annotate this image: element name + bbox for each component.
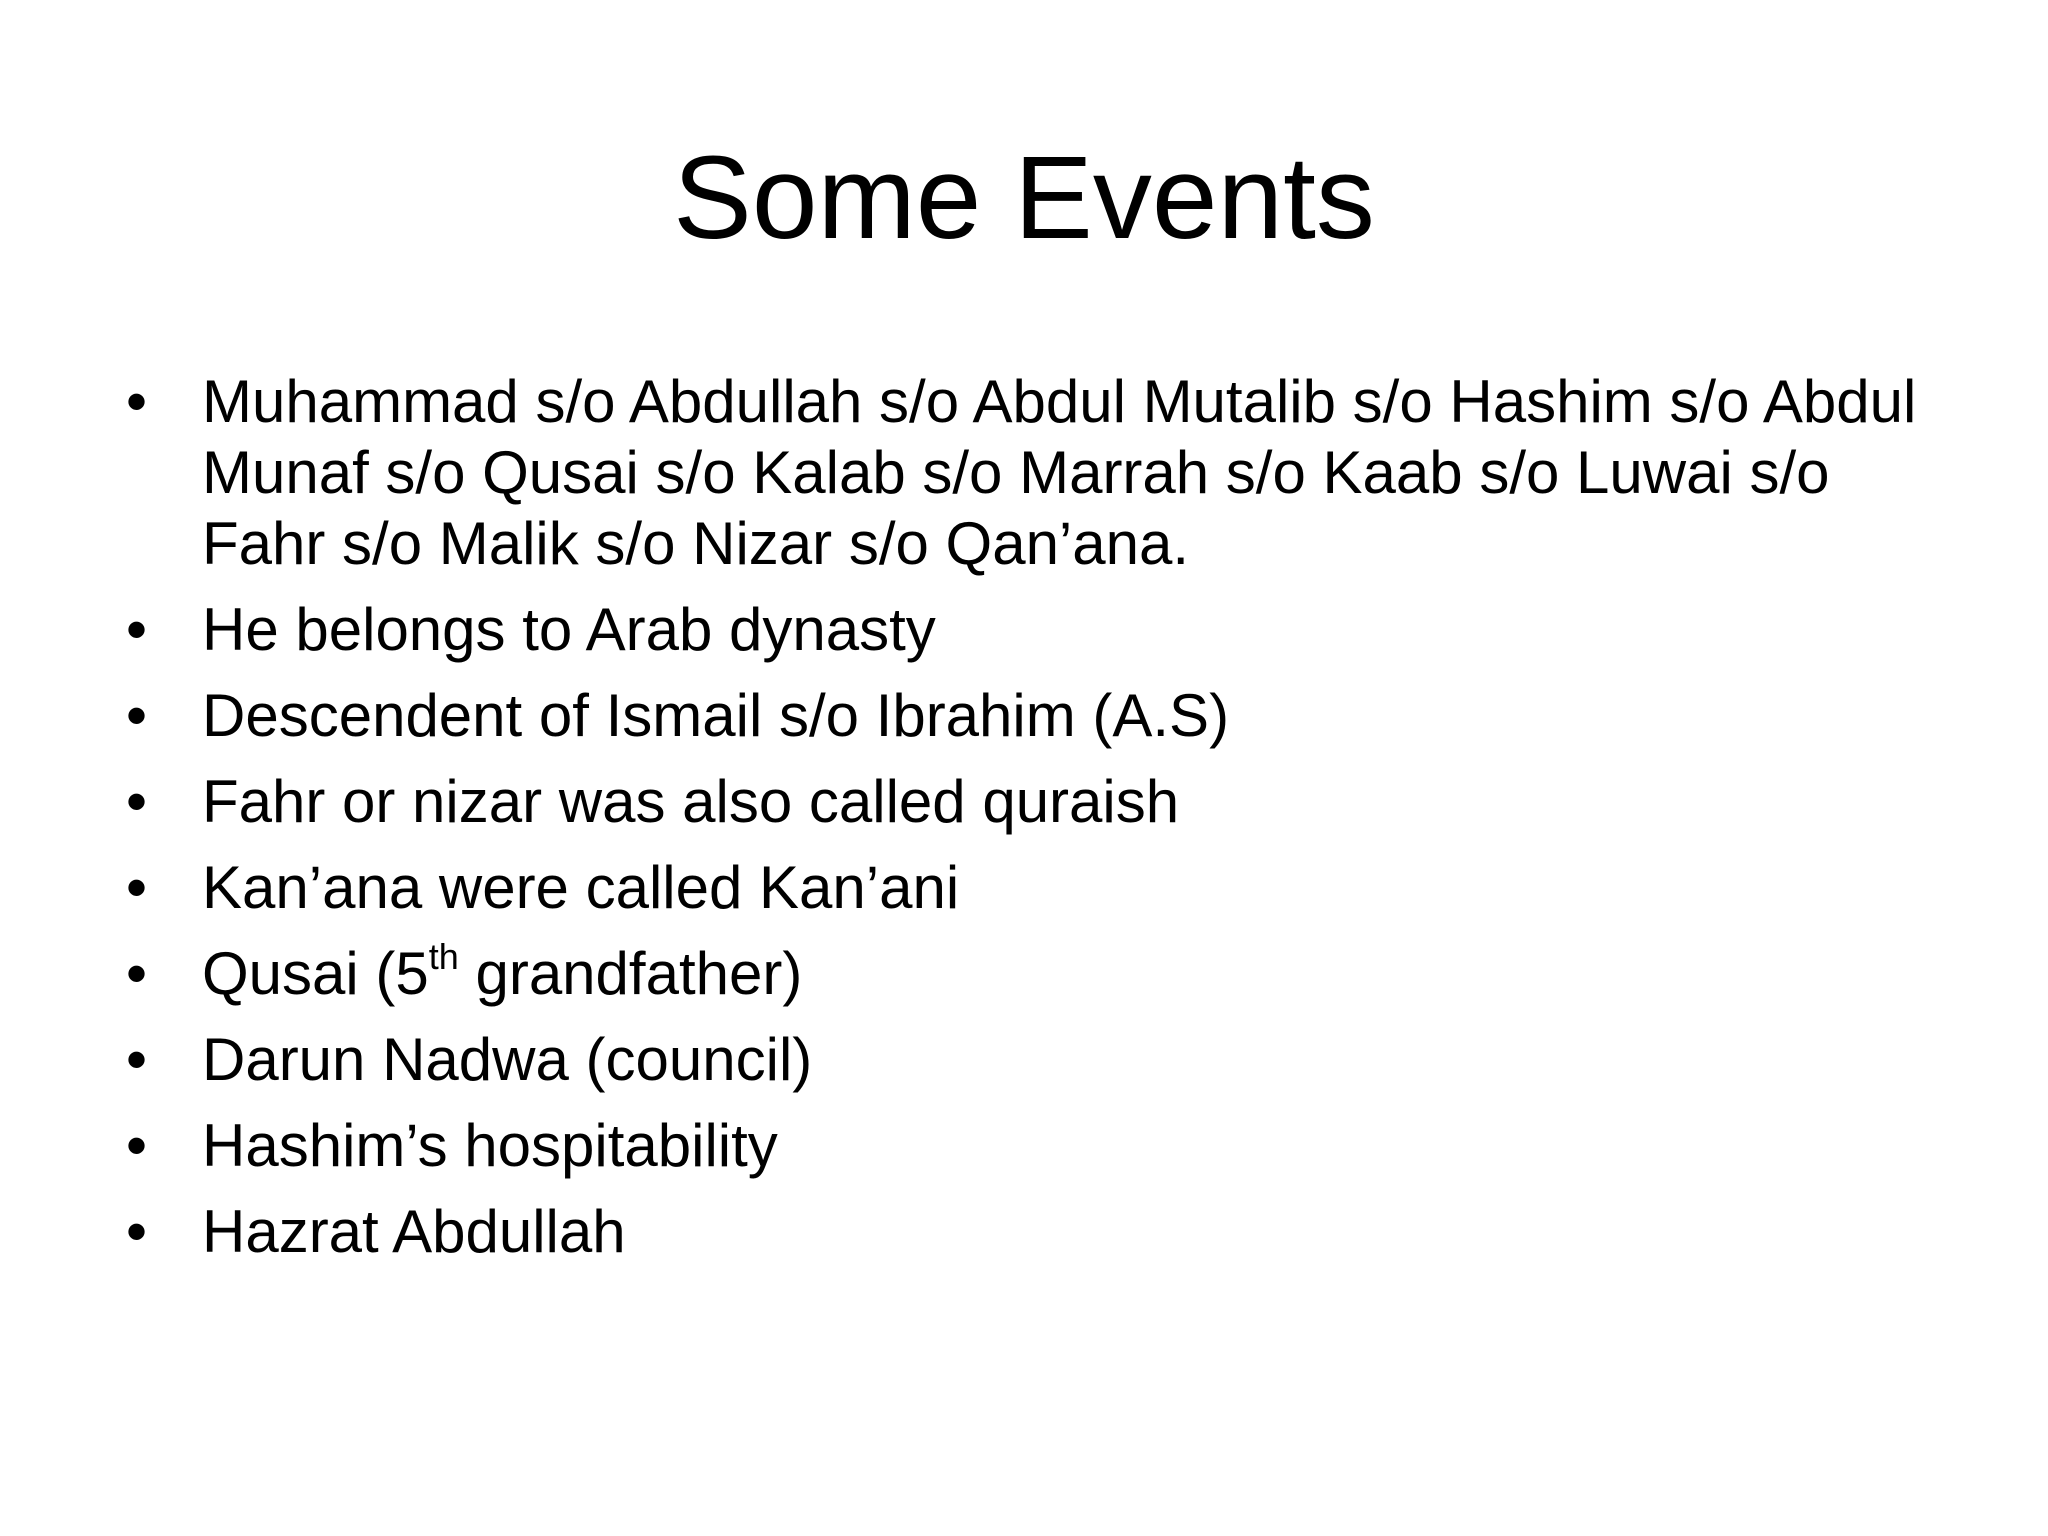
bullet-item-abdullah <box>116 1196 1946 1267</box>
bullet-dot-icon: • <box>126 368 148 435</box>
bullet-text: Kan’ana were called Kan’ani <box>202 854 960 921</box>
bullet-text: Darun Nadwa (council) <box>202 1026 813 1093</box>
bullet-item-darun-nadwa <box>116 1024 1946 1095</box>
bullet-text-before: Qusai (5 <box>202 940 429 1007</box>
bullet-dot-icon: • <box>126 940 148 1007</box>
bullet-text: Hazrat Abdullah <box>202 1198 626 1265</box>
bullet-text-after: grandfather) <box>458 940 803 1007</box>
bullet-text: Fahr or nizar was also called quraish <box>202 768 1180 835</box>
bullet-text: Hashim’s hospitability <box>202 1112 778 1179</box>
bullet-dot-icon: • <box>126 1026 148 1093</box>
bullet-dot-icon: • <box>126 1112 148 1179</box>
bullet-item-qusai <box>116 938 1946 1009</box>
bullet-dot-icon: • <box>126 1198 148 1265</box>
bullet-dot-icon: • <box>126 682 148 749</box>
bullet-list <box>116 366 1946 1282</box>
bullet-text: Muhammad s/o Abdullah s/o Abdul Mutalib s/o Hashim s/o Abdul Munaf s/o Qusai s/o Kalab s/o Marrah s/o Kaab s/o Luwai s/o Fahr s/o Malik s/o Nizar s/o Qan’ana. <box>202 368 1917 577</box>
bullet-text-superscript: th <box>428 936 459 977</box>
bullet-dot-icon: • <box>126 854 148 921</box>
bullet-item-kanani <box>116 852 1946 923</box>
bullet-text: He belongs to Arab dynasty <box>202 596 936 663</box>
bullet-item-hospitability <box>116 1110 1946 1181</box>
bullet-dot-icon: • <box>126 768 148 835</box>
bullet-text <box>202 938 1946 1009</box>
bullet-item-quraish <box>116 766 1946 837</box>
bullet-item-lineage <box>116 366 1946 579</box>
bullet-item-descendent <box>116 680 1946 751</box>
bullet-item-dynasty <box>116 594 1946 665</box>
bullet-dot-icon: • <box>126 596 148 663</box>
slide-title: Some Events <box>673 132 1375 264</box>
bullet-text: Descendent of Ismail s/o Ibrahim (A.S) <box>202 682 1230 749</box>
